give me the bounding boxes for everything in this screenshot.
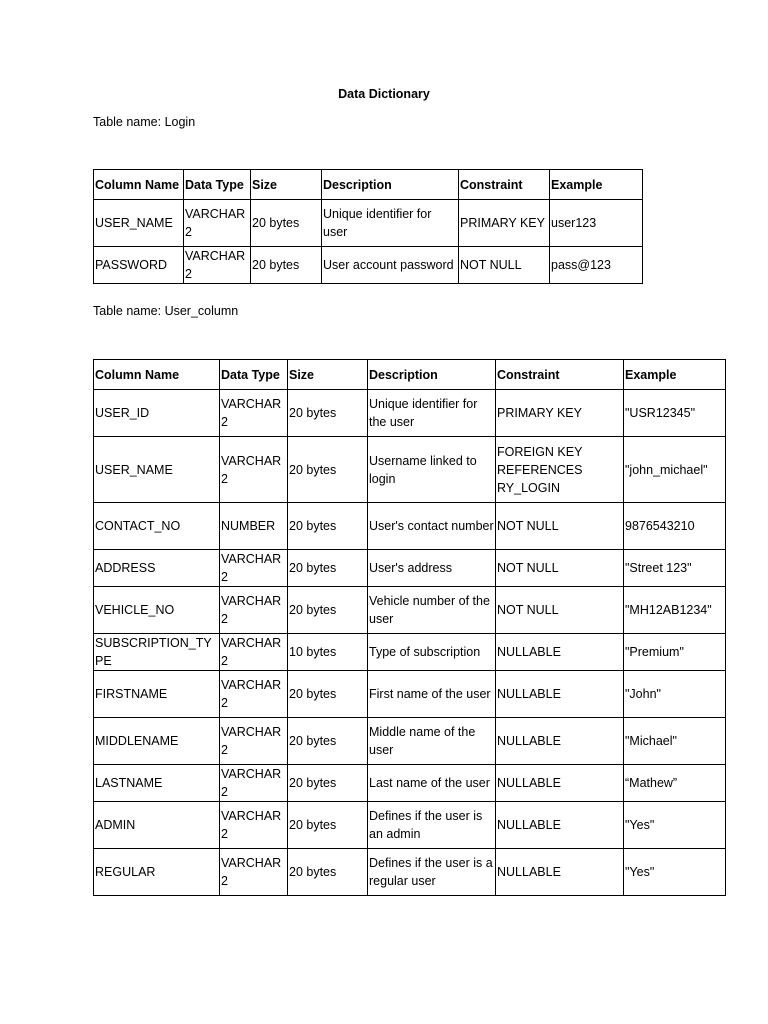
table-cell: pass@123 bbox=[550, 247, 643, 284]
document-title: Data Dictionary bbox=[338, 87, 430, 101]
table-cell: REGULAR bbox=[94, 849, 220, 896]
table-row bbox=[94, 390, 726, 437]
table-cell: VARCHAR2 bbox=[220, 550, 288, 587]
table-cell: PRIMARY KEY bbox=[496, 390, 624, 437]
table-cell: 20 bytes bbox=[288, 718, 368, 765]
table-cell: ADMIN bbox=[94, 802, 220, 849]
table-cell: PASSWORD bbox=[94, 247, 184, 284]
table-cell: FIRSTNAME bbox=[94, 671, 220, 718]
table-cell: "MH12AB1234" bbox=[624, 587, 726, 634]
table-cell: 20 bytes bbox=[288, 550, 368, 587]
table-cell: Last name of the user bbox=[368, 765, 496, 802]
table-cell: LASTNAME bbox=[94, 765, 220, 802]
login-table-label: Table name: Login bbox=[93, 115, 196, 129]
column-header: Description bbox=[368, 360, 496, 390]
table-cell: 20 bytes bbox=[288, 503, 368, 550]
table-cell: 20 bytes bbox=[288, 587, 368, 634]
table-cell: 20 bytes bbox=[251, 247, 322, 284]
table-cell: "Yes" bbox=[624, 849, 726, 896]
table-cell: FOREIGN KEY REFERENCES RY_LOGIN bbox=[496, 437, 624, 503]
table-cell: "Yes" bbox=[624, 802, 726, 849]
table-cell: NOT NULL bbox=[496, 503, 624, 550]
table-cell: NOT NULL bbox=[496, 587, 624, 634]
table-cell: MIDDLENAME bbox=[94, 718, 220, 765]
table-row bbox=[94, 765, 726, 802]
table-cell: User's address bbox=[368, 550, 496, 587]
table-row bbox=[94, 200, 643, 247]
table-cell: 20 bytes bbox=[288, 765, 368, 802]
column-header: Example bbox=[624, 360, 726, 390]
table-cell: NULLABLE bbox=[496, 718, 624, 765]
table-cell: User's contact number bbox=[368, 503, 496, 550]
table-cell: VARCHAR2 bbox=[220, 849, 288, 896]
table-cell: VARCHAR2 bbox=[220, 802, 288, 849]
table-cell: First name of the user bbox=[368, 671, 496, 718]
table-cell: user123 bbox=[550, 200, 643, 247]
table-cell: VARCHAR2 bbox=[184, 200, 251, 247]
table-cell: Username linked to login bbox=[368, 437, 496, 503]
user-table-header-row bbox=[94, 360, 726, 390]
table-cell: Defines if the user is an admin bbox=[368, 802, 496, 849]
table-cell: VARCHAR2 bbox=[220, 587, 288, 634]
column-header: Column Name bbox=[94, 360, 220, 390]
table-cell: NUMBER bbox=[220, 503, 288, 550]
table-cell: 20 bytes bbox=[288, 671, 368, 718]
table-cell: USER_NAME bbox=[94, 200, 184, 247]
table-cell: NULLABLE bbox=[496, 634, 624, 671]
table-cell: Type of subscription bbox=[368, 634, 496, 671]
table-cell: VARCHAR2 bbox=[220, 437, 288, 503]
table-cell: "Street 123" bbox=[624, 550, 726, 587]
table-cell: VARCHAR2 bbox=[220, 671, 288, 718]
table-cell: 20 bytes bbox=[288, 437, 368, 503]
column-header: Constraint bbox=[459, 170, 550, 200]
table-row bbox=[94, 718, 726, 765]
table-cell: 20 bytes bbox=[288, 849, 368, 896]
table-cell: NULLABLE bbox=[496, 849, 624, 896]
table-cell: “Mathew” bbox=[624, 765, 726, 802]
table-cell: SUBSCRIPTION_TYPE bbox=[94, 634, 220, 671]
table-row bbox=[94, 671, 726, 718]
column-header: Description bbox=[322, 170, 459, 200]
login-table bbox=[93, 169, 643, 284]
table-row bbox=[94, 550, 726, 587]
table-row bbox=[94, 634, 726, 671]
table-cell: Unique identifier for user bbox=[322, 200, 459, 247]
table-cell: VEHICLE_NO bbox=[94, 587, 220, 634]
table-cell: NOT NULL bbox=[496, 550, 624, 587]
table-row bbox=[94, 802, 726, 849]
column-header: Data Type bbox=[184, 170, 251, 200]
column-header: Column Name bbox=[94, 170, 184, 200]
table-cell: "Michael" bbox=[624, 718, 726, 765]
login-table-header-row bbox=[94, 170, 643, 200]
table-cell: 20 bytes bbox=[288, 390, 368, 437]
table-row bbox=[94, 503, 726, 550]
table-cell: NULLABLE bbox=[496, 802, 624, 849]
column-header: Example bbox=[550, 170, 643, 200]
column-header: Size bbox=[288, 360, 368, 390]
table-cell: ADDRESS bbox=[94, 550, 220, 587]
table-cell: Middle name of the user bbox=[368, 718, 496, 765]
column-header: Constraint bbox=[496, 360, 624, 390]
user-table-label: Table name: User_column bbox=[93, 304, 239, 318]
table-cell: VARCHAR2 bbox=[220, 765, 288, 802]
table-cell: VARCHAR2 bbox=[220, 718, 288, 765]
table-row bbox=[94, 587, 726, 634]
table-cell: "John" bbox=[624, 671, 726, 718]
table-cell: USER_NAME bbox=[94, 437, 220, 503]
column-header: Data Type bbox=[220, 360, 288, 390]
table-cell: Defines if the user is a regular user bbox=[368, 849, 496, 896]
column-header: Size bbox=[251, 170, 322, 200]
table-cell: PRIMARY KEY bbox=[459, 200, 550, 247]
table-cell: 20 bytes bbox=[251, 200, 322, 247]
table-cell: USER_ID bbox=[94, 390, 220, 437]
table-cell: "john_michael" bbox=[624, 437, 726, 503]
table-row bbox=[94, 849, 726, 896]
table-cell: Unique identifier for the user bbox=[368, 390, 496, 437]
table-cell: VARCHAR2 bbox=[220, 634, 288, 671]
table-cell: "USR12345" bbox=[624, 390, 726, 437]
table-row bbox=[94, 437, 726, 503]
table-cell: User account password bbox=[322, 247, 459, 284]
table-cell: 9876543210 bbox=[624, 503, 726, 550]
table-cell: "Premium" bbox=[624, 634, 726, 671]
table-cell: CONTACT_NO bbox=[94, 503, 220, 550]
table-cell: VARCHAR2 bbox=[220, 390, 288, 437]
table-cell: Vehicle number of the user bbox=[368, 587, 496, 634]
table-cell: NOT NULL bbox=[459, 247, 550, 284]
table-cell: 20 bytes bbox=[288, 802, 368, 849]
table-row bbox=[94, 247, 643, 284]
table-cell: NULLABLE bbox=[496, 765, 624, 802]
table-cell: 10 bytes bbox=[288, 634, 368, 671]
user-table bbox=[93, 359, 726, 896]
table-cell: NULLABLE bbox=[496, 671, 624, 718]
table-cell: VARCHAR2 bbox=[184, 247, 251, 284]
